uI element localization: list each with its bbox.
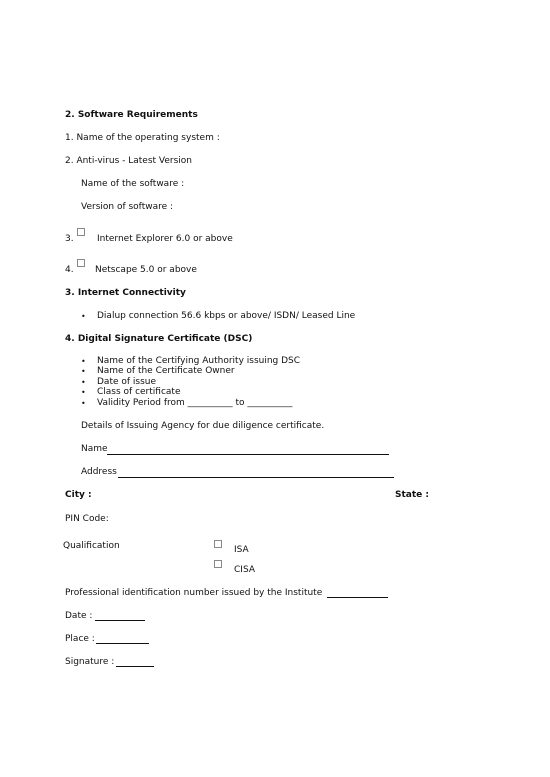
- ie-label: Internet Explorer 6.0 or above: [97, 234, 233, 244]
- address-field-line[interactable]: [118, 477, 394, 478]
- antivirus-label: 2. Anti-virus - Latest Version: [65, 156, 193, 166]
- issuing-agency-details: Details of Issuing Agency for due diligence certificate.: [81, 421, 325, 431]
- dsc-item: Class of certificate: [97, 387, 181, 397]
- software-name-label: Name of the software :: [81, 179, 185, 189]
- software-version-label: Version of software :: [81, 202, 174, 212]
- item3-number: 3.: [65, 234, 74, 244]
- date-field-line[interactable]: [95, 620, 145, 621]
- section3-heading: 3. Internet Connectivity: [65, 288, 186, 298]
- address-label: Address: [81, 467, 117, 477]
- dsc-item: Name of the Certificate Owner: [97, 366, 235, 376]
- bullet-marker: •: [81, 388, 86, 397]
- date-label: Date :: [65, 611, 93, 621]
- section2-heading: 2. Software Requirements: [65, 110, 198, 120]
- pin-code-label: PIN Code:: [65, 514, 109, 524]
- bullet-marker: •: [81, 357, 86, 366]
- bullet-marker: •: [81, 367, 86, 376]
- section4-heading: 4. Digital Signature Certificate (DSC): [65, 334, 253, 344]
- isa-label: ISA: [234, 545, 249, 555]
- state-label: State :: [395, 490, 429, 500]
- isa-checkbox[interactable]: [214, 540, 222, 548]
- name-label: Name: [81, 444, 108, 454]
- ie-checkbox[interactable]: [77, 228, 85, 236]
- signature-label: Signature :: [65, 657, 115, 667]
- bullet-marker: •: [81, 378, 86, 387]
- bullet-marker: •: [81, 312, 86, 321]
- dsc-item: Date of issue: [97, 377, 157, 387]
- professional-id-field-line[interactable]: [327, 597, 388, 598]
- validity-period-item: Validity Period from __________ to __________: [97, 398, 293, 408]
- netscape-checkbox[interactable]: [77, 259, 85, 267]
- cisa-checkbox[interactable]: [214, 560, 222, 568]
- item4-number: 4.: [65, 265, 74, 275]
- qualification-label: Qualification: [63, 541, 120, 551]
- bullet-marker: •: [81, 399, 86, 408]
- netscape-label: Netscape 5.0 or above: [95, 265, 197, 275]
- cisa-label: CISA: [234, 565, 255, 575]
- connectivity-item: Dialup connection 56.6 kbps or above/ ISDN/ Leased Line: [97, 311, 356, 321]
- place-field-line[interactable]: [96, 643, 149, 644]
- os-name-label: 1. Name of the operating system :: [65, 133, 220, 143]
- professional-id-label: Professional identification number issued by the Institute: [65, 588, 323, 598]
- place-label: Place :: [65, 634, 95, 644]
- signature-field-line[interactable]: [116, 666, 154, 667]
- name-field-line[interactable]: [107, 454, 389, 455]
- city-label: City :: [65, 490, 92, 500]
- dsc-item: Name of the Certifying Authority issuing DSC: [97, 356, 301, 366]
